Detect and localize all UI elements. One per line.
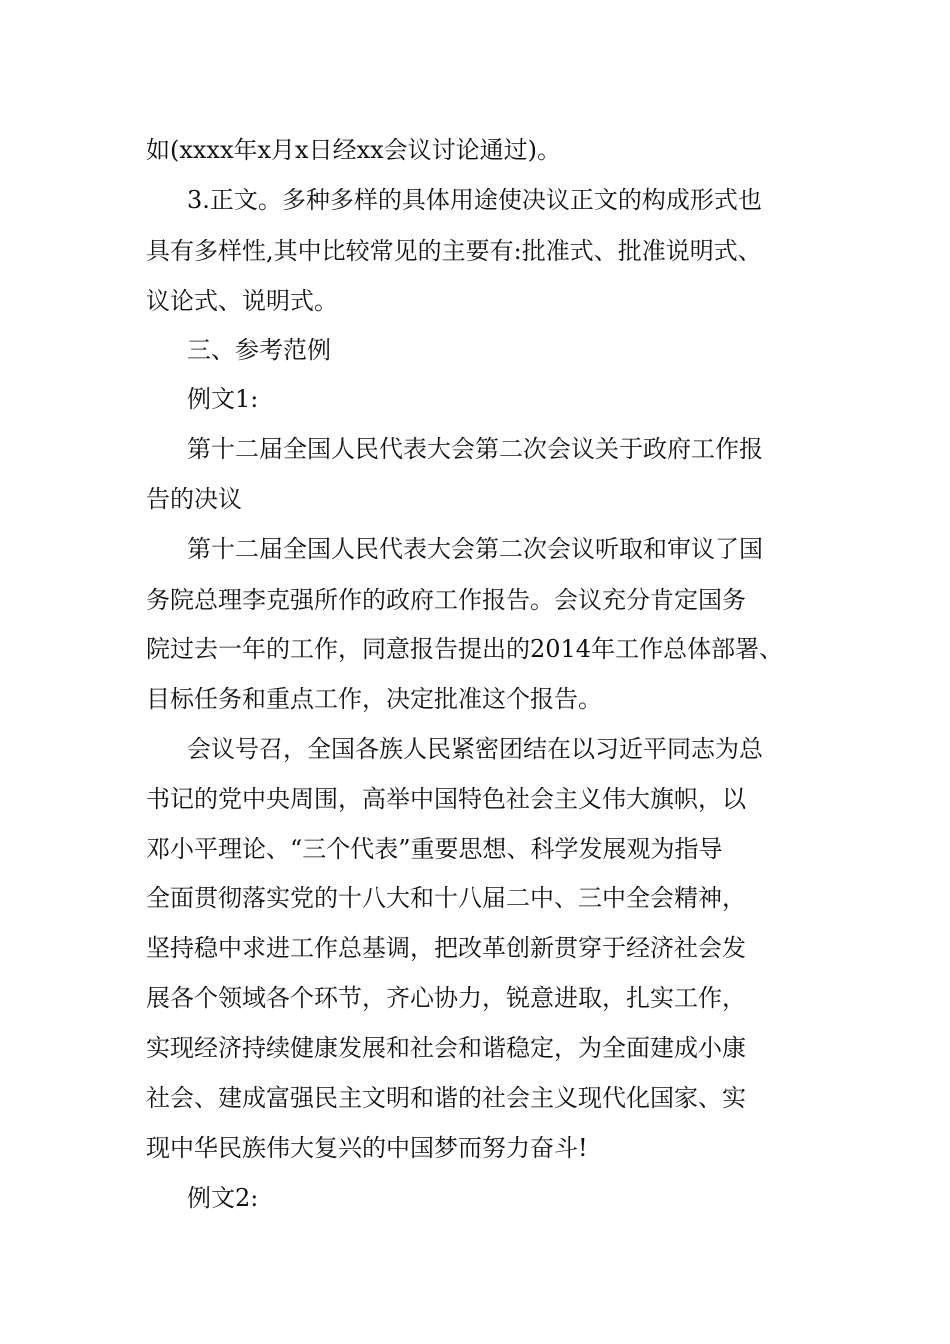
text-line-18: 展各个领域各个环节，齐心协力，锐意进取，扎实工作， <box>146 984 746 1012</box>
section-heading-examples: 三、参考范例 <box>187 336 331 364</box>
text-line-21: 现中华民族伟大复兴的中国梦而努力奋斗! <box>146 1134 588 1162</box>
text-line-9: 第十二届全国人民代表大会第二次会议听取和审议了国 <box>187 535 763 563</box>
example-1-title-line-2: 告的决议 <box>146 485 242 513</box>
example-2-label: 例文2: <box>187 1184 259 1212</box>
text-line-14: 书记的党中央周围，高举中国特色社会主义伟大旗帜，以 <box>146 785 746 813</box>
text-line-3: 具有多样性,其中比较常见的主要有:批准式、批准说明式、 <box>146 237 762 265</box>
text-line-10: 务院总理李克强所作的政府工作报告。会议充分肯定国务 <box>146 586 746 614</box>
text-line-16: 全面贯彻落实党的十八大和十八届二中、三中全会精神， <box>146 884 746 912</box>
text-line-11: 院过去一年的工作，同意报告提出的2014年工作总体部署、 <box>146 635 784 663</box>
text-line-1: 如(xxxx年x月x日经xx会议讨论通过)。 <box>146 136 562 164</box>
text-line-20: 社会、建成富强民主文明和谐的社会主义现代化国家、实 <box>146 1084 746 1112</box>
text-line-4: 议论式、说明式。 <box>146 287 338 315</box>
example-1-label: 例文1: <box>187 385 259 413</box>
text-line-15: 邓小平理论、“三个代表”重要思想、科学发展观为指导 <box>146 835 723 863</box>
text-line-12: 目标任务和重点工作，决定批准这个报告。 <box>146 685 602 713</box>
text-line-17: 坚持稳中求进工作总基调，把改革创新贯穿于经济社会发 <box>146 934 746 962</box>
text-line-19: 实现经济持续健康发展和社会和谐稳定，为全面建成小康 <box>146 1034 746 1062</box>
text-line-2: 3.正文。多种多样的具体用途使决议正文的构成形式也 <box>187 186 762 214</box>
text-line-13: 会议号召，全国各族人民紧密团结在以习近平同志为总 <box>187 735 763 763</box>
example-1-title-line-1: 第十二届全国人民代表大会第二次会议关于政府工作报 <box>187 435 763 463</box>
